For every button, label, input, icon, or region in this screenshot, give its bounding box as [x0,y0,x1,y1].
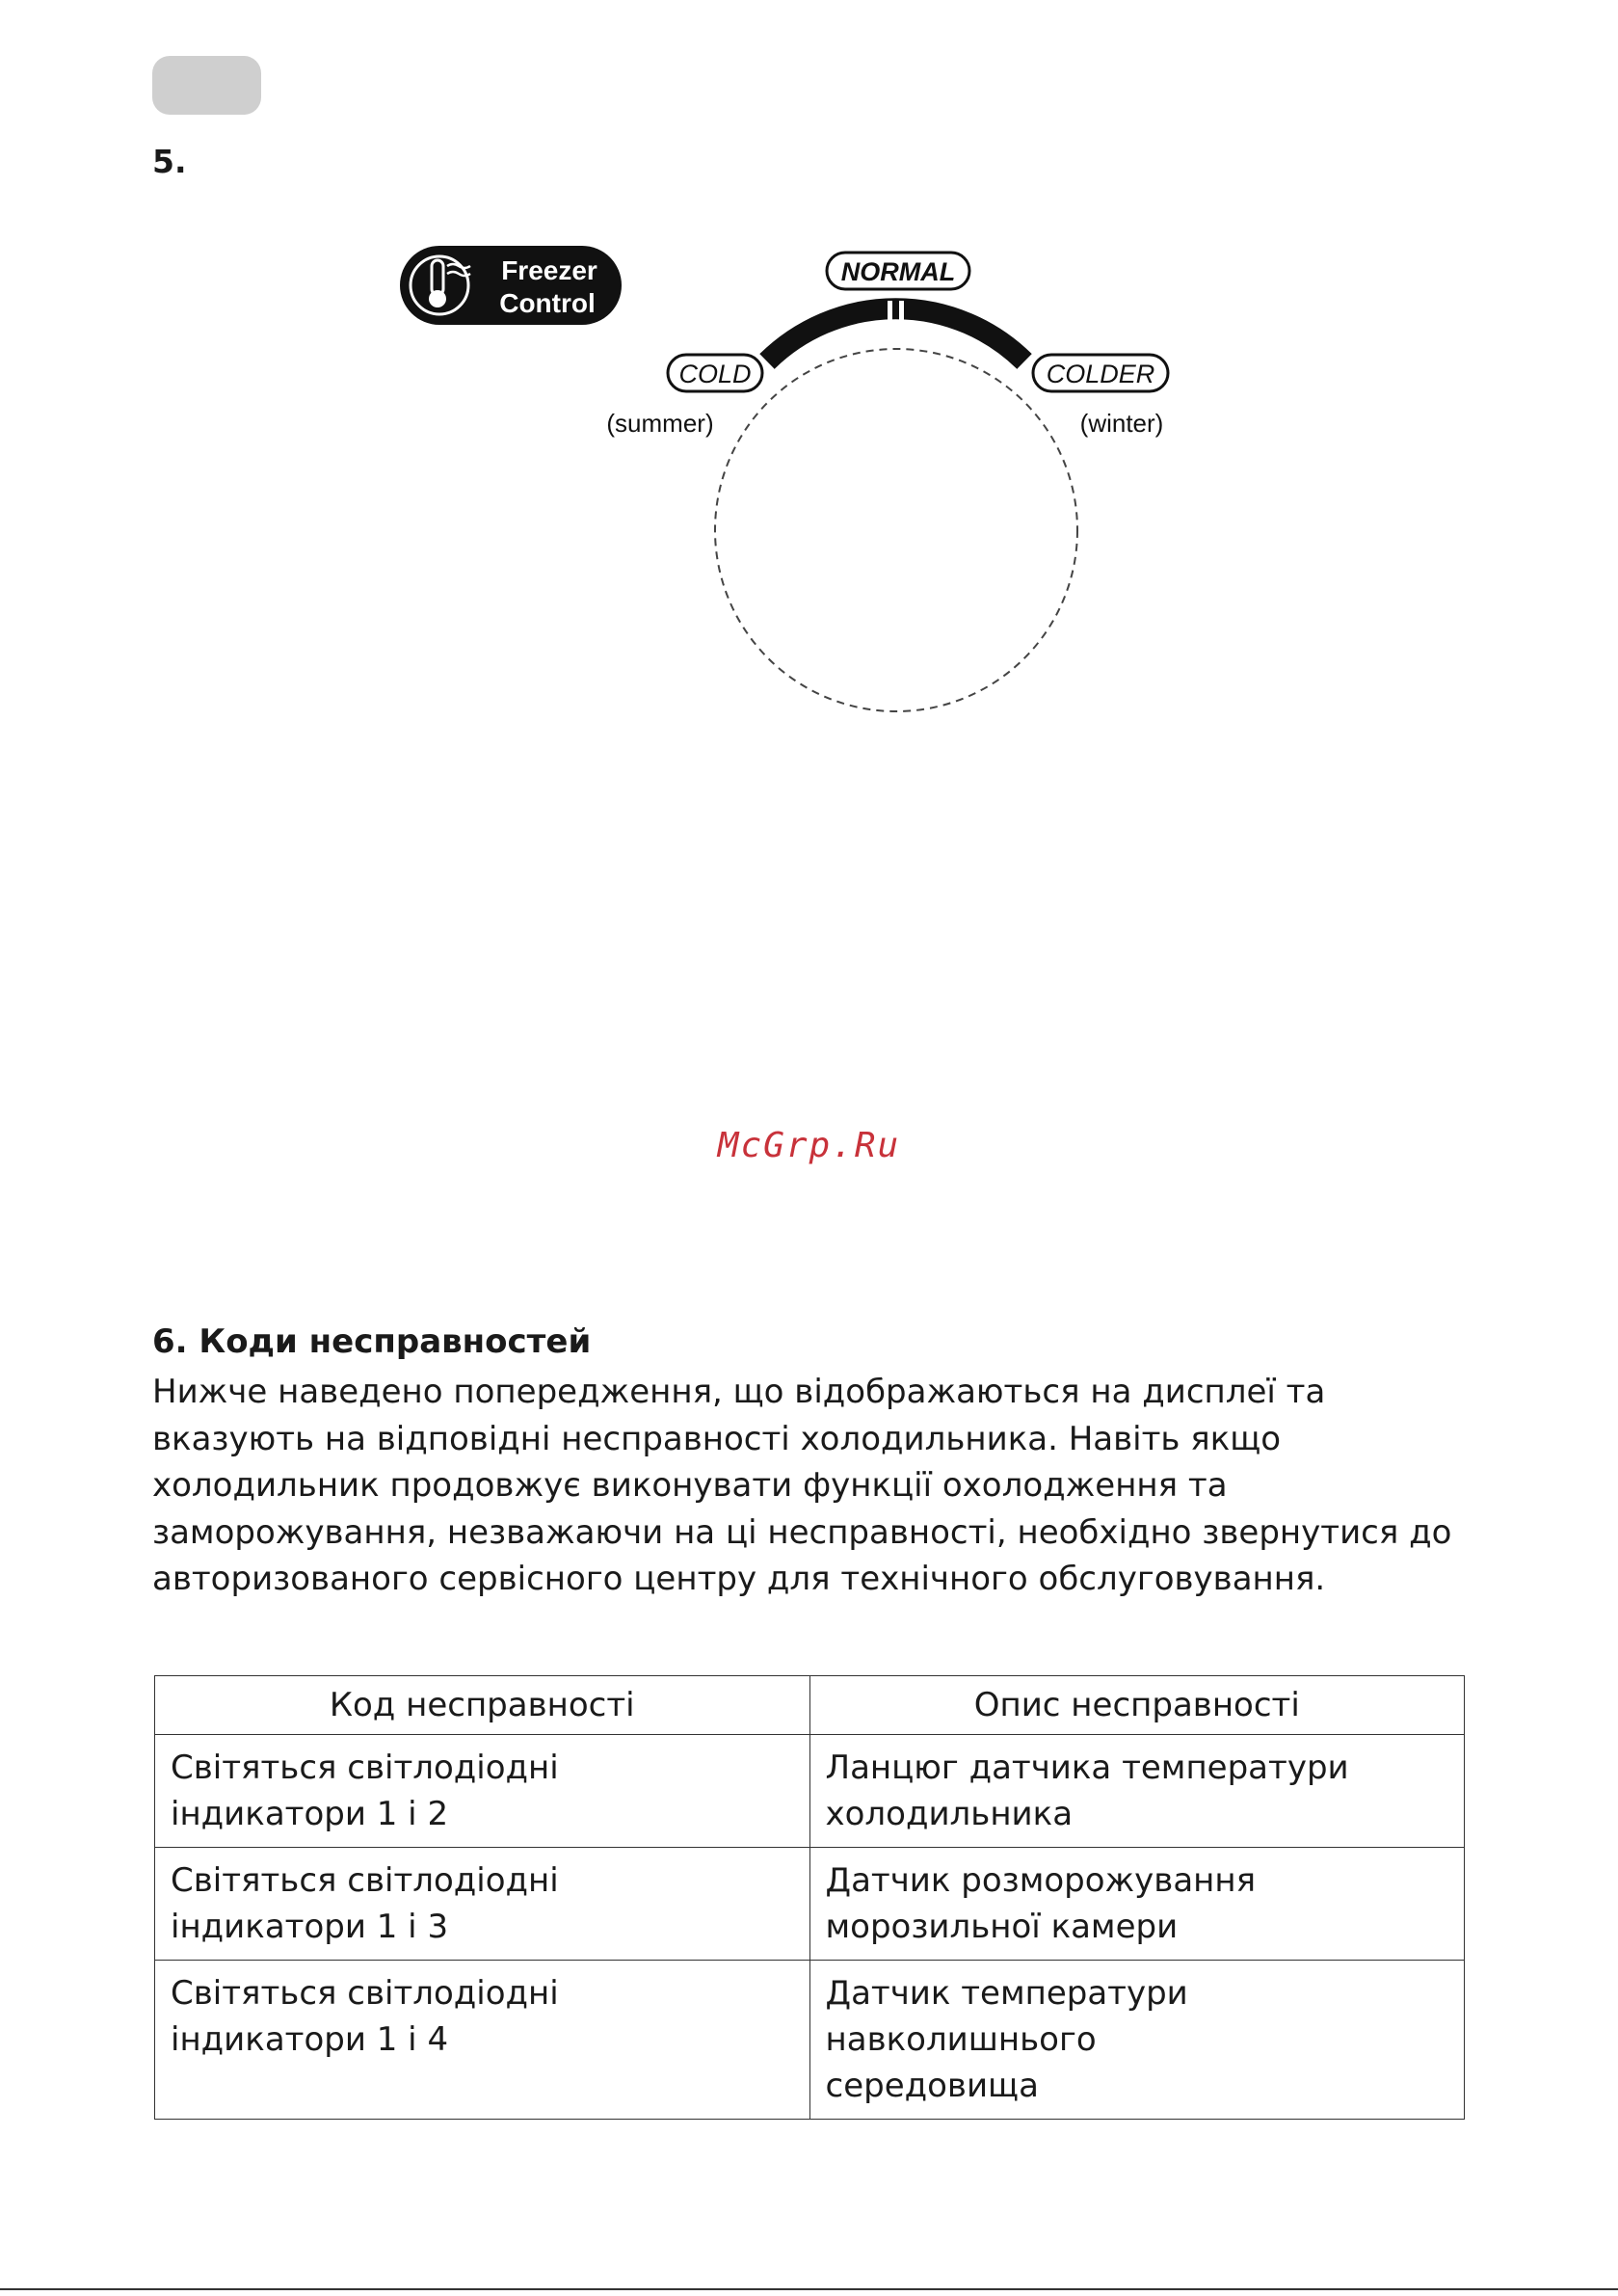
scale-arc [767,308,1024,361]
error-description-cell: Ланцюг датчика температури холодильника [809,1735,1465,1848]
freezer-control-badge [400,246,622,325]
scale-notch [888,301,892,330]
normal-label: NORMAL [840,257,956,286]
freezer-control-dial [385,231,1195,733]
badge-line1: Freezer [501,255,597,285]
colder-label: COLDER [1046,360,1155,388]
error-codes-table [154,1675,1465,2120]
table-row [155,1961,1465,2120]
column-header-description: Опис несправності [809,1676,1465,1735]
table-row [155,1848,1465,1961]
cold-label: COLD [678,360,752,388]
error-code-cell: Світяться світлодіодні індикатори 1 і 4 [155,1961,810,2120]
badge-line2: Control [499,288,596,318]
dial-outline [715,349,1077,711]
table-header-row [155,1676,1465,1735]
error-code-cell: Світяться світлодіодні індикатори 1 і 3 [155,1848,810,1961]
error-code-cell: Світяться світлодіодні індикатори 1 і 2 [155,1735,810,1848]
error-description-cell: Датчик температури навколишнього середовища [809,1961,1465,2120]
summer-label: (summer) [606,409,714,438]
footer-rule [0,2288,1618,2290]
section-body: Нижче наведено попередження, що відображаються на дисплеї та вказують на відповідні несправності холодильника. Навіть якщо холодильник продовжує виконувати функції охолодження та заморожування, незважаючи на ці несправності, необхідно звернутися до авторизованого сервісного центру для технічного обслуговування. [152,1373,1452,1598]
page-tab-marker [152,56,261,115]
section-title: 6. Коди несправностей [152,1322,592,1361]
error-description-cell: Датчик розморожування морозильної камери [809,1848,1465,1961]
column-header-code: Код несправності [155,1676,810,1735]
scale-notch [899,301,904,330]
watermark: McGrp.Ru [717,1126,901,1165]
table-row [155,1735,1465,1848]
winter-label: (winter) [1079,409,1164,438]
step-number: 5. [152,143,187,180]
